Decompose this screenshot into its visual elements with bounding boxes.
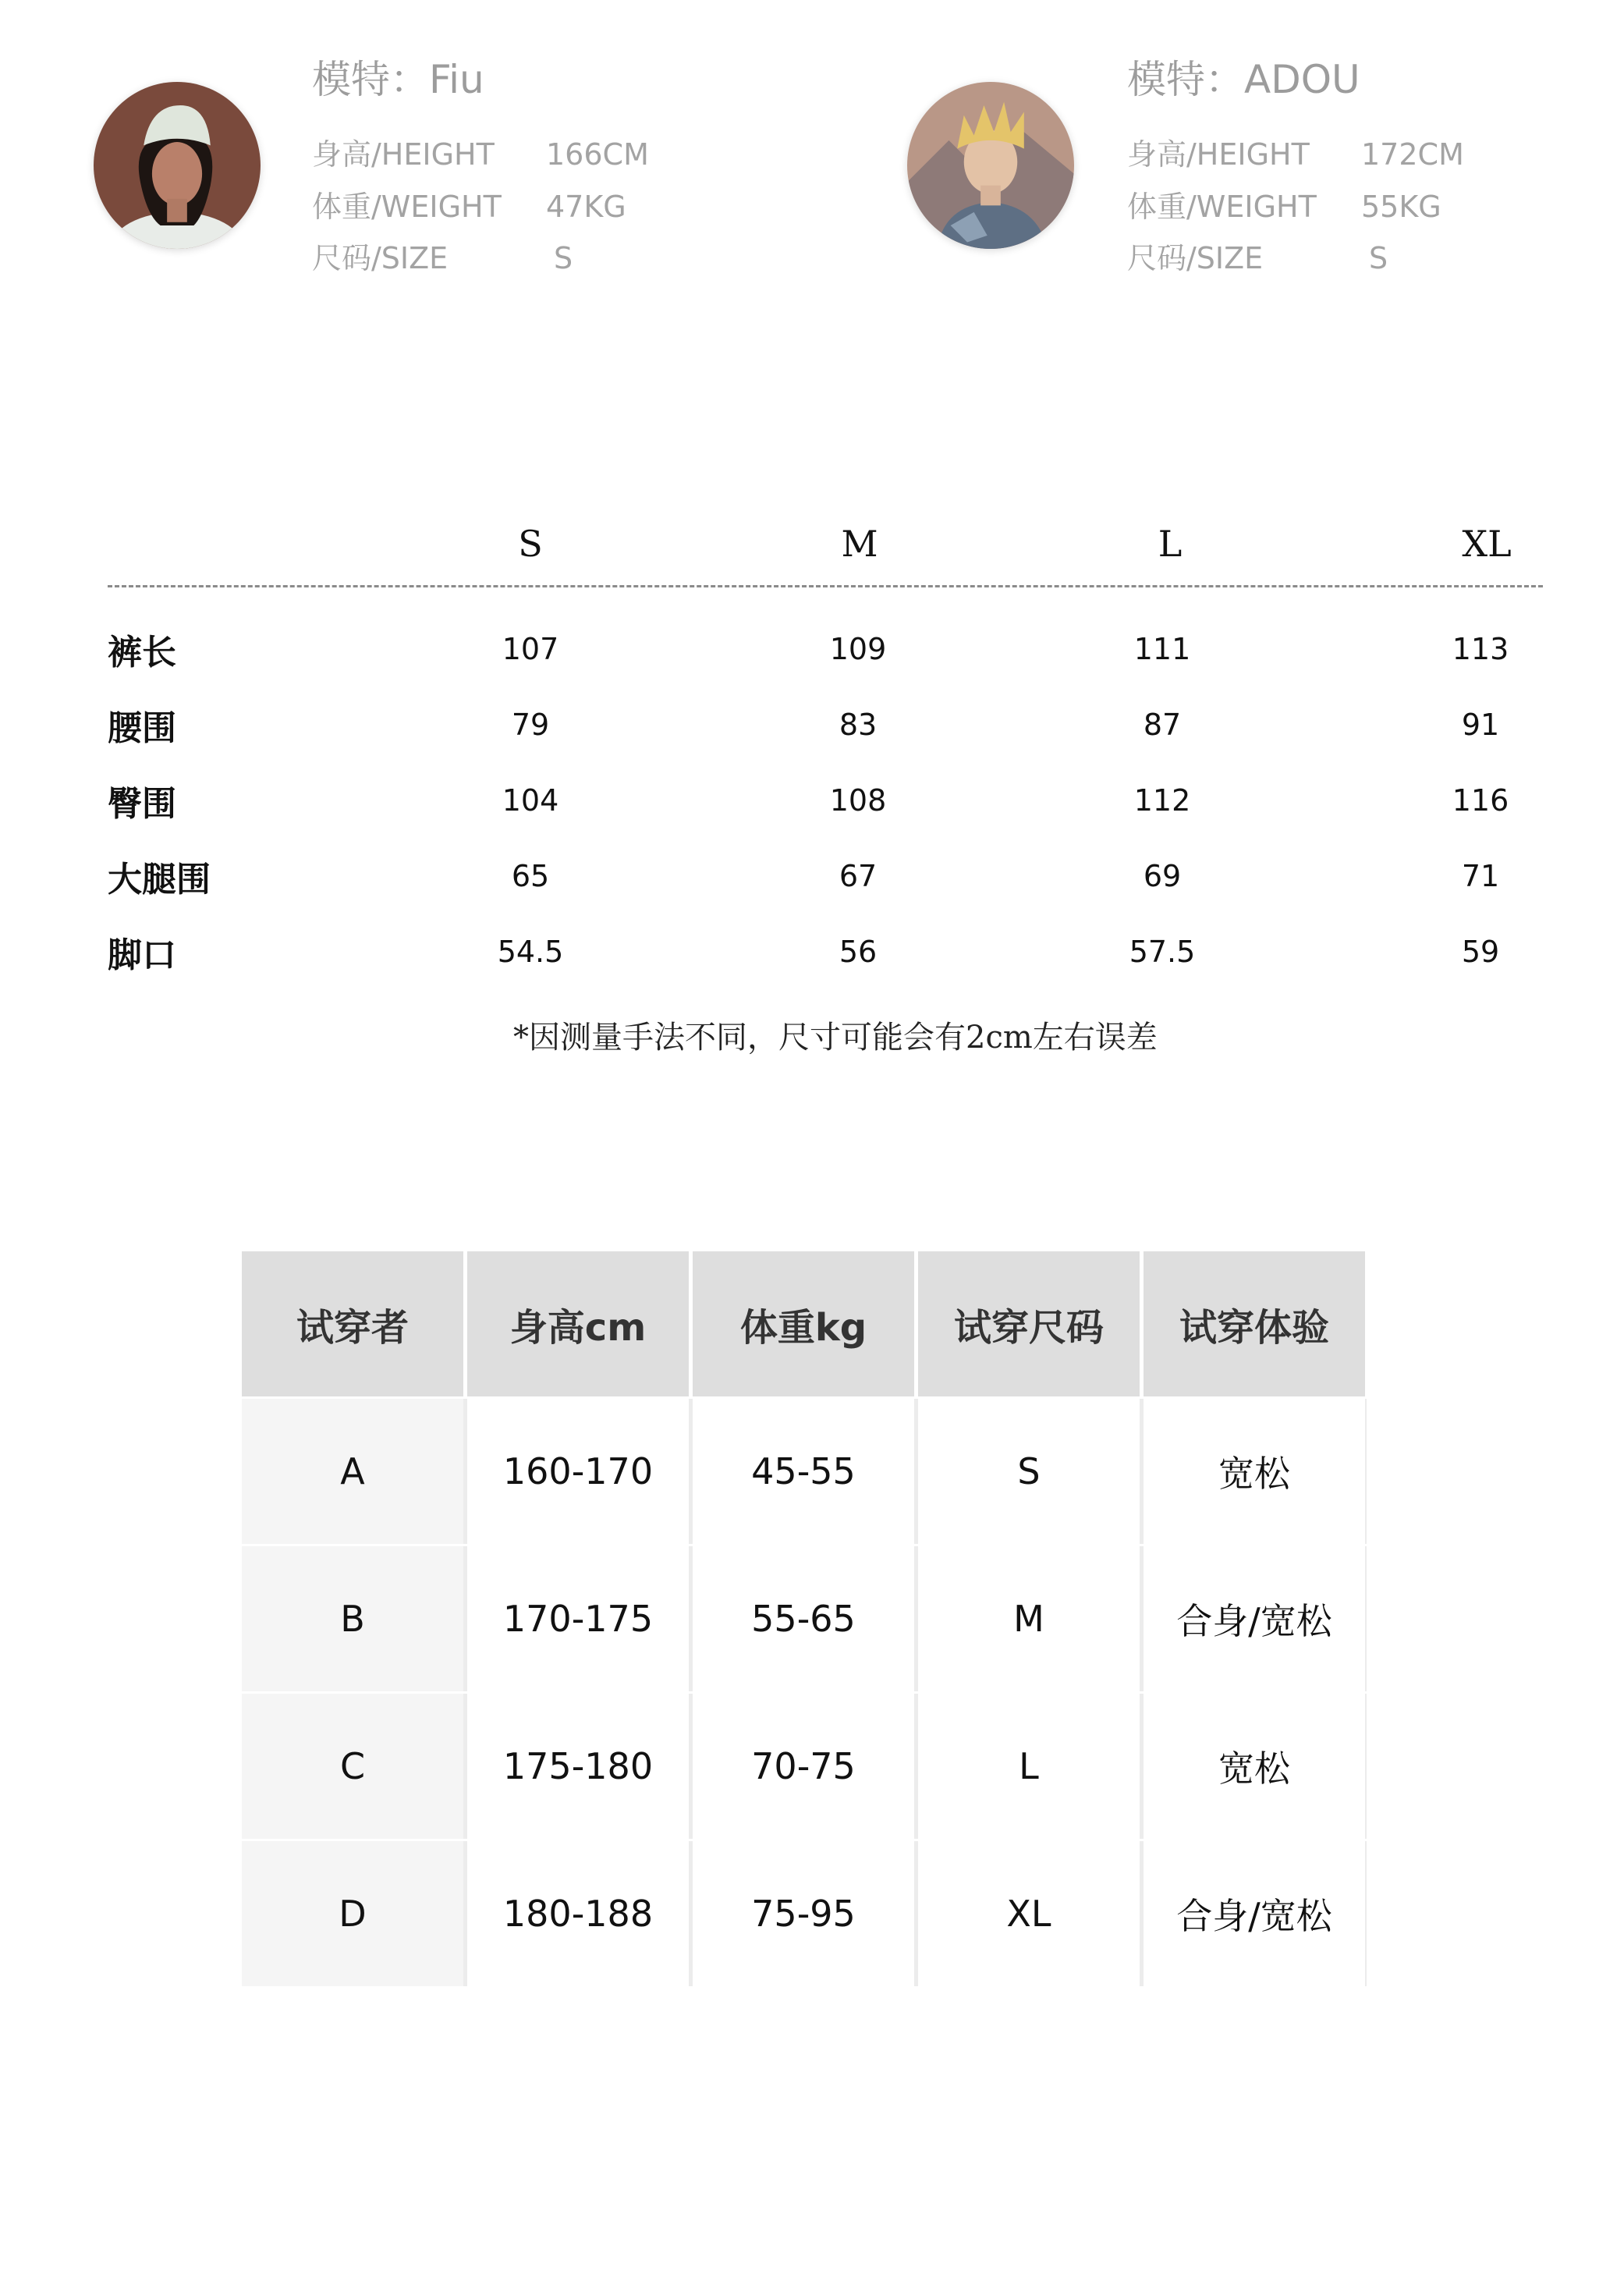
weight-cell: 45-55 xyxy=(693,1399,914,1544)
row-label-hip: 臀围 xyxy=(108,784,176,824)
size-cell: 69 xyxy=(1143,859,1182,893)
size-cell: 112 xyxy=(1133,783,1191,818)
tester-cell: B xyxy=(242,1546,463,1691)
size-cell: 67 xyxy=(839,859,878,893)
header-size: 试穿尺码 xyxy=(918,1251,1140,1396)
header-fit: 试穿体验 xyxy=(1144,1251,1365,1396)
row-label-thigh: 大腿围 xyxy=(108,860,211,900)
size-cell: S xyxy=(918,1399,1140,1544)
size-cell: 65 xyxy=(511,859,550,893)
size-cell: 108 xyxy=(829,783,887,818)
size-value: S xyxy=(1369,241,1388,275)
size-label: 尺码/SIZE xyxy=(312,241,449,275)
size-cell: 87 xyxy=(1143,708,1182,742)
tester-cell: C xyxy=(242,1694,463,1839)
height-row xyxy=(1127,130,1464,173)
fit-cell: 宽松 xyxy=(1144,1399,1365,1544)
table-row xyxy=(242,1694,1367,1839)
size-cell: XL xyxy=(918,1841,1140,1986)
header-tester: 试穿者 xyxy=(242,1251,463,1396)
row-label-length: 裤长 xyxy=(108,633,176,672)
weight-row xyxy=(1127,183,1441,225)
size-row xyxy=(1127,234,1388,277)
height-value: 172CM xyxy=(1361,137,1464,172)
tester-cell: D xyxy=(242,1841,463,1986)
model-card-adou xyxy=(901,0,1603,281)
height-row xyxy=(312,130,649,173)
size-header-l: L xyxy=(1158,523,1183,565)
weight-row xyxy=(312,183,626,225)
size-cell: 109 xyxy=(829,632,887,666)
weight-value: 55KG xyxy=(1361,190,1441,224)
measurement-note: *因测量手法不同，尺寸可能会有2cm左右误差 xyxy=(513,1020,1158,1056)
weight-label: 体重/WEIGHT xyxy=(1127,190,1317,224)
size-cell: 83 xyxy=(839,708,878,742)
size-cell: 113 xyxy=(1452,632,1509,666)
avatar-illustration xyxy=(94,82,261,249)
size-cell: 116 xyxy=(1452,783,1509,818)
size-cell: 111 xyxy=(1133,632,1191,666)
height-cell: 170-175 xyxy=(467,1546,689,1691)
model-avatar xyxy=(907,82,1074,249)
height-value: 166CM xyxy=(546,137,649,172)
fit-cell: 合身/宽松 xyxy=(1144,1841,1365,1986)
size-cell: 107 xyxy=(502,632,559,666)
header-height: 身高cm xyxy=(467,1251,689,1396)
weight-label: 体重/WEIGHT xyxy=(312,190,502,224)
size-header-s: S xyxy=(518,523,543,565)
size-label: 尺码/SIZE xyxy=(1127,241,1264,275)
height-cell: 175-180 xyxy=(467,1694,689,1839)
header-weight: 体重kg xyxy=(693,1251,914,1396)
size-cell: L xyxy=(918,1694,1140,1839)
fit-cell: 合身/宽松 xyxy=(1144,1546,1365,1691)
weight-value: 47KG xyxy=(546,190,626,224)
fit-cell: 宽松 xyxy=(1144,1694,1365,1839)
weight-cell: 70-75 xyxy=(693,1694,914,1839)
model-card-fiu xyxy=(86,0,788,281)
weight-cell: 55-65 xyxy=(693,1546,914,1691)
size-header-m: M xyxy=(841,523,878,565)
table-row xyxy=(242,1546,1367,1691)
header-divider xyxy=(108,585,1543,587)
row-label-hem: 脚口 xyxy=(108,935,176,975)
size-cell: 59 xyxy=(1461,935,1500,969)
height-cell: 180-188 xyxy=(467,1841,689,1986)
size-cell: 91 xyxy=(1461,708,1500,742)
table-row xyxy=(242,1399,1367,1544)
size-cell: 57.5 xyxy=(1129,935,1196,969)
size-cell: 56 xyxy=(839,935,878,969)
row-label-waist: 腰围 xyxy=(108,708,176,748)
size-row xyxy=(312,234,573,277)
size-cell: 54.5 xyxy=(497,935,564,969)
fit-table-header xyxy=(242,1251,1367,1396)
weight-cell: 75-95 xyxy=(693,1841,914,1986)
avatar-illustration xyxy=(907,82,1074,249)
table-row xyxy=(242,1841,1367,1986)
size-cell: 71 xyxy=(1461,859,1500,893)
height-label: 身高/HEIGHT xyxy=(312,137,495,172)
tester-cell: A xyxy=(242,1399,463,1544)
size-cell: 79 xyxy=(511,708,550,742)
model-name: 模特：Fiu xyxy=(312,57,484,102)
fit-table xyxy=(242,1251,1367,1986)
size-value: S xyxy=(554,241,573,275)
size-header-xl: XL xyxy=(1462,523,1512,565)
height-cell: 160-170 xyxy=(467,1399,689,1544)
height-label: 身高/HEIGHT xyxy=(1127,137,1310,172)
size-cell: M xyxy=(918,1546,1140,1691)
model-name: 模特：ADOU xyxy=(1127,57,1360,102)
model-avatar xyxy=(94,82,261,249)
size-cell: 104 xyxy=(502,783,559,818)
